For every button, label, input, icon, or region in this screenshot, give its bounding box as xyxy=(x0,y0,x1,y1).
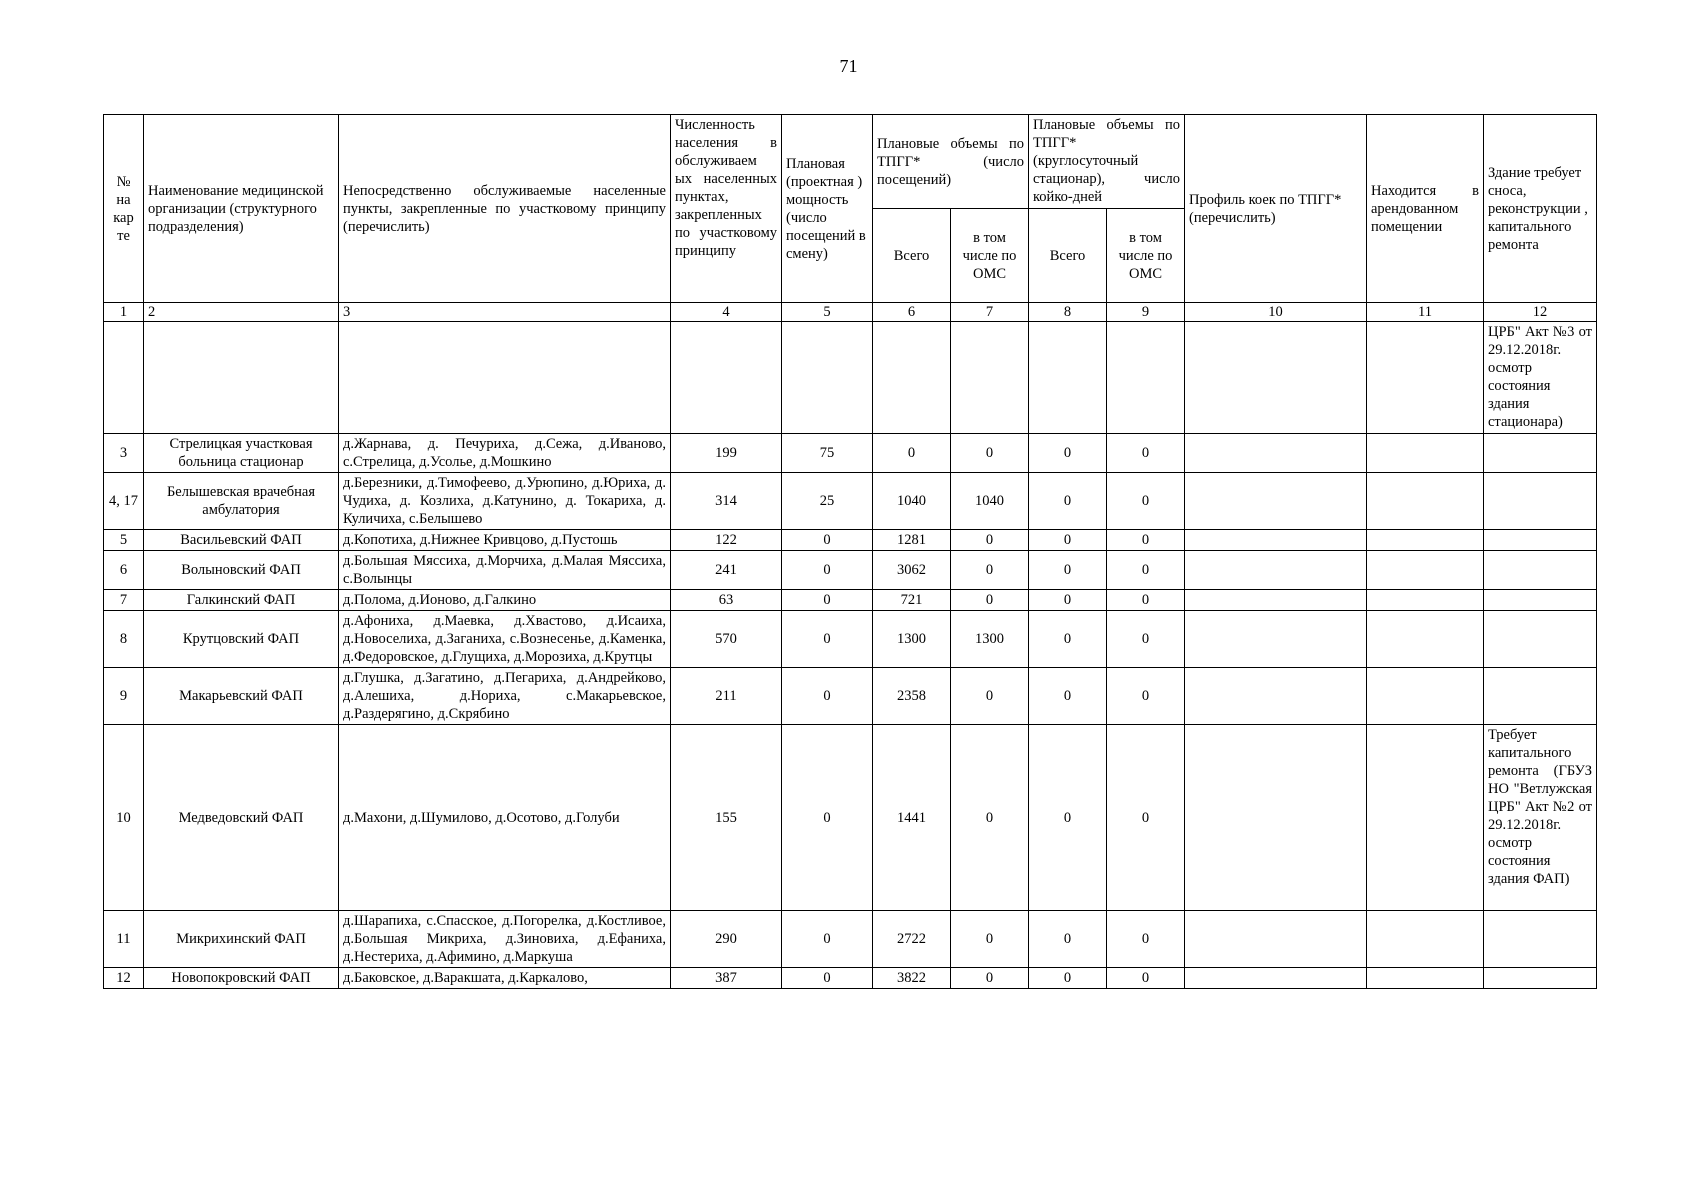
row-visits-oms: 0 xyxy=(951,434,1029,473)
header-beddays-volume: Плановые объемы по ТПГГ* (круглосуточный стационар), число койко-дней xyxy=(1029,115,1185,209)
row-visits-total: 3062 xyxy=(873,551,951,590)
row-beddays-total: 0 xyxy=(1029,611,1107,668)
row-bed-profile xyxy=(1185,551,1367,590)
row-rented xyxy=(1367,911,1484,968)
table-row xyxy=(104,551,1597,590)
header-beddays-oms: в том числе по ОМС xyxy=(1107,209,1185,303)
column-number: 1 xyxy=(104,303,144,322)
column-number-row xyxy=(104,303,1597,322)
row-places: д.Баковское, д.Варакшата, д.Каркалово, xyxy=(339,968,671,989)
row-rented xyxy=(1367,473,1484,530)
row-visits-oms: 0 xyxy=(951,911,1029,968)
table-row xyxy=(104,434,1597,473)
row-bed-profile xyxy=(1185,725,1367,911)
column-number: 3 xyxy=(339,303,671,322)
row-beddays-oms xyxy=(1107,322,1185,434)
row-organization: Макарьевский ФАП xyxy=(144,668,339,725)
header-places: Непосредственно обслуживаемые населенные пункты, закрепленные по участковому принципу (перечислить) xyxy=(339,115,671,303)
row-number: 5 xyxy=(104,530,144,551)
row-rented xyxy=(1367,611,1484,668)
row-number xyxy=(104,322,144,434)
row-building-state xyxy=(1484,590,1597,611)
page-number: 71 xyxy=(839,56,858,76)
row-building-state xyxy=(1484,911,1597,968)
row-beddays-oms: 0 xyxy=(1107,968,1185,989)
row-visits-oms: 1040 xyxy=(951,473,1029,530)
row-beddays-total: 0 xyxy=(1029,590,1107,611)
row-bed-profile xyxy=(1185,530,1367,551)
table-row xyxy=(104,322,1597,434)
header-row xyxy=(104,115,1597,209)
row-places: д.Полома, д.Ионово, д.Галкино xyxy=(339,590,671,611)
table-row xyxy=(104,668,1597,725)
table-row xyxy=(104,473,1597,530)
row-beddays-oms: 0 xyxy=(1107,473,1185,530)
table-row xyxy=(104,911,1597,968)
row-visits-total: 1040 xyxy=(873,473,951,530)
row-visits-oms: 0 xyxy=(951,590,1029,611)
header-visits-oms: в том числе по ОМС xyxy=(951,209,1029,303)
row-visits-total: 2722 xyxy=(873,911,951,968)
column-number: 2 xyxy=(144,303,339,322)
row-number: 7 xyxy=(104,590,144,611)
column-number: 9 xyxy=(1107,303,1185,322)
row-capacity: 0 xyxy=(782,551,873,590)
column-number: 12 xyxy=(1484,303,1597,322)
column-number: 7 xyxy=(951,303,1029,322)
row-population: 122 xyxy=(671,530,782,551)
row-visits-oms: 0 xyxy=(951,530,1029,551)
row-places xyxy=(339,322,671,434)
row-visits-total: 3822 xyxy=(873,968,951,989)
row-rented xyxy=(1367,551,1484,590)
row-rented xyxy=(1367,668,1484,725)
row-number: 3 xyxy=(104,434,144,473)
row-bed-profile xyxy=(1185,668,1367,725)
row-beddays-oms: 0 xyxy=(1107,551,1185,590)
header-beddays-total: Всего xyxy=(1029,209,1107,303)
header-capacity: Плановая (проектная ) мощность (число посещений в смену) xyxy=(782,115,873,303)
row-capacity: 0 xyxy=(782,725,873,911)
column-number: 10 xyxy=(1185,303,1367,322)
header-visits-total: Всего xyxy=(873,209,951,303)
row-beddays-total: 0 xyxy=(1029,434,1107,473)
header-building-state: Здание требует сноса, реконструкции , капитального ремонта xyxy=(1484,115,1597,303)
row-building-state: ЦРБ" Акт №3 от 29.12.2018г. осмотр состояния здания стационара) xyxy=(1484,322,1597,434)
row-bed-profile xyxy=(1185,322,1367,434)
row-rented xyxy=(1367,434,1484,473)
row-organization: Волыновский ФАП xyxy=(144,551,339,590)
row-beddays-total: 0 xyxy=(1029,530,1107,551)
row-beddays-total: 0 xyxy=(1029,725,1107,911)
row-population: 241 xyxy=(671,551,782,590)
row-beddays-oms: 0 xyxy=(1107,434,1185,473)
table-row xyxy=(104,590,1597,611)
row-population: 199 xyxy=(671,434,782,473)
row-bed-profile xyxy=(1185,911,1367,968)
row-rented xyxy=(1367,530,1484,551)
row-beddays-total: 0 xyxy=(1029,911,1107,968)
row-places: д.Березники, д.Тимофеево, д.Урюпино, д.Юриха, д. Чудиха, д. Козлиха, д.Катунино, д. Токариха, д. Куличиха, с.Белышево xyxy=(339,473,671,530)
table-row xyxy=(104,611,1597,668)
row-visits-oms: 1300 xyxy=(951,611,1029,668)
row-capacity: 0 xyxy=(782,968,873,989)
row-visits-oms: 0 xyxy=(951,551,1029,590)
row-visits-oms: 0 xyxy=(951,968,1029,989)
row-places: д.Копотиха, д.Нижнее Кривцово, д.Пустошь xyxy=(339,530,671,551)
row-population xyxy=(671,322,782,434)
row-number: 6 xyxy=(104,551,144,590)
row-beddays-oms: 0 xyxy=(1107,911,1185,968)
row-visits-total xyxy=(873,322,951,434)
row-visits-total: 1300 xyxy=(873,611,951,668)
row-places: д.Афониха, д.Маевка, д.Хвастово, д.Исаиха, д.Новоселиха, д.Заганиха, с.Вознесенье, д.Каменка, д.Федоровское, д.Глущиха, д.Морозиха, д.Крутцы xyxy=(339,611,671,668)
table-row xyxy=(104,968,1597,989)
row-building-state: Требует капитального ремонта (ГБУЗ НО "Ветлужская ЦРБ" Акт №2 от 29.12.2018г. осмотр состояния здания ФАП) xyxy=(1484,725,1597,911)
row-building-state xyxy=(1484,611,1597,668)
row-organization: Галкинский ФАП xyxy=(144,590,339,611)
header-population: Численность населения в обслуживаем ых населенных пунктах, закрепленных по участковому принципу xyxy=(671,115,782,303)
row-bed-profile xyxy=(1185,473,1367,530)
row-organization: Новопокровский ФАП xyxy=(144,968,339,989)
facilities-table xyxy=(103,114,1597,989)
row-capacity: 25 xyxy=(782,473,873,530)
table-row xyxy=(104,725,1597,911)
row-visits-oms: 0 xyxy=(951,725,1029,911)
row-number: 8 xyxy=(104,611,144,668)
row-capacity: 0 xyxy=(782,911,873,968)
row-capacity: 0 xyxy=(782,611,873,668)
row-organization: Медведовский ФАП xyxy=(144,725,339,911)
row-places: д.Глушка, д.Загатино, д.Пегариха, д.Андрейково, д.Алешиха, д.Нориха, с.Макарьевское, д.Раздерягино, д.Скрябино xyxy=(339,668,671,725)
row-population: 155 xyxy=(671,725,782,911)
row-building-state xyxy=(1484,668,1597,725)
row-number: 4, 17 xyxy=(104,473,144,530)
row-visits-total: 2358 xyxy=(873,668,951,725)
column-number: 8 xyxy=(1029,303,1107,322)
header-bed-profile: Профиль коек по ТПГГ* (перечислить) xyxy=(1185,115,1367,303)
row-bed-profile xyxy=(1185,968,1367,989)
row-organization: Крутцовский ФАП xyxy=(144,611,339,668)
row-bed-profile xyxy=(1185,611,1367,668)
row-population: 387 xyxy=(671,968,782,989)
row-organization xyxy=(144,322,339,434)
row-organization: Стрелицкая участковая больница стационар xyxy=(144,434,339,473)
row-organization: Белышевская врачебная амбулатория xyxy=(144,473,339,530)
row-beddays-oms: 0 xyxy=(1107,611,1185,668)
row-beddays-total xyxy=(1029,322,1107,434)
header-organization: Наименование медицинской организации (структурного подразделения) xyxy=(144,115,339,303)
row-visits-total: 1441 xyxy=(873,725,951,911)
row-organization: Микрихинский ФАП xyxy=(144,911,339,968)
row-population: 314 xyxy=(671,473,782,530)
row-bed-profile xyxy=(1185,590,1367,611)
row-places: д.Махони, д.Шумилово, д.Осотово, д.Голуби xyxy=(339,725,671,911)
row-bed-profile xyxy=(1185,434,1367,473)
row-places: д.Шарапиха, с.Спасское, д.Погорелка, д.Костливое, д.Большая Микриха, д.Зиновиха, д.Ефаниха, д.Нестериха, д.Афимино, д.Маркуша xyxy=(339,911,671,968)
header-rented: Находится в арендованном помещении xyxy=(1367,115,1484,303)
row-rented xyxy=(1367,322,1484,434)
row-capacity: 75 xyxy=(782,434,873,473)
row-building-state xyxy=(1484,551,1597,590)
column-number: 11 xyxy=(1367,303,1484,322)
column-number: 4 xyxy=(671,303,782,322)
row-beddays-total: 0 xyxy=(1029,968,1107,989)
table-row xyxy=(104,530,1597,551)
row-beddays-oms: 0 xyxy=(1107,725,1185,911)
row-number: 12 xyxy=(104,968,144,989)
row-building-state xyxy=(1484,473,1597,530)
row-beddays-total: 0 xyxy=(1029,473,1107,530)
row-population: 211 xyxy=(671,668,782,725)
row-capacity: 0 xyxy=(782,590,873,611)
row-beddays-total: 0 xyxy=(1029,668,1107,725)
row-places: д.Большая Мяссиха, д.Морчиха, д.Малая Мяссиха, с.Волынцы xyxy=(339,551,671,590)
row-capacity: 0 xyxy=(782,530,873,551)
row-number: 10 xyxy=(104,725,144,911)
row-organization: Васильевский ФАП xyxy=(144,530,339,551)
row-visits-oms: 0 xyxy=(951,668,1029,725)
row-capacity: 0 xyxy=(782,668,873,725)
row-population: 290 xyxy=(671,911,782,968)
row-rented xyxy=(1367,590,1484,611)
column-number: 6 xyxy=(873,303,951,322)
row-visits-oms xyxy=(951,322,1029,434)
row-building-state xyxy=(1484,968,1597,989)
row-building-state xyxy=(1484,434,1597,473)
row-beddays-oms: 0 xyxy=(1107,668,1185,725)
row-number: 11 xyxy=(104,911,144,968)
row-visits-total: 721 xyxy=(873,590,951,611)
row-places: д.Жарнава, д. Печуриха, д.Сежа, д.Иваново, с.Стрелица, д.Усолье, д.Мошкино xyxy=(339,434,671,473)
row-rented xyxy=(1367,725,1484,911)
row-building-state xyxy=(1484,530,1597,551)
row-visits-total: 0 xyxy=(873,434,951,473)
row-beddays-total: 0 xyxy=(1029,551,1107,590)
header-number: № на кар те xyxy=(104,115,144,303)
column-number: 5 xyxy=(782,303,873,322)
row-rented xyxy=(1367,968,1484,989)
row-beddays-oms: 0 xyxy=(1107,530,1185,551)
header-visits-volume: Плановые объемы по ТПГГ* (число посещений) xyxy=(873,115,1029,209)
row-population: 63 xyxy=(671,590,782,611)
row-beddays-oms: 0 xyxy=(1107,590,1185,611)
row-population: 570 xyxy=(671,611,782,668)
row-number: 9 xyxy=(104,668,144,725)
row-capacity xyxy=(782,322,873,434)
row-visits-total: 1281 xyxy=(873,530,951,551)
